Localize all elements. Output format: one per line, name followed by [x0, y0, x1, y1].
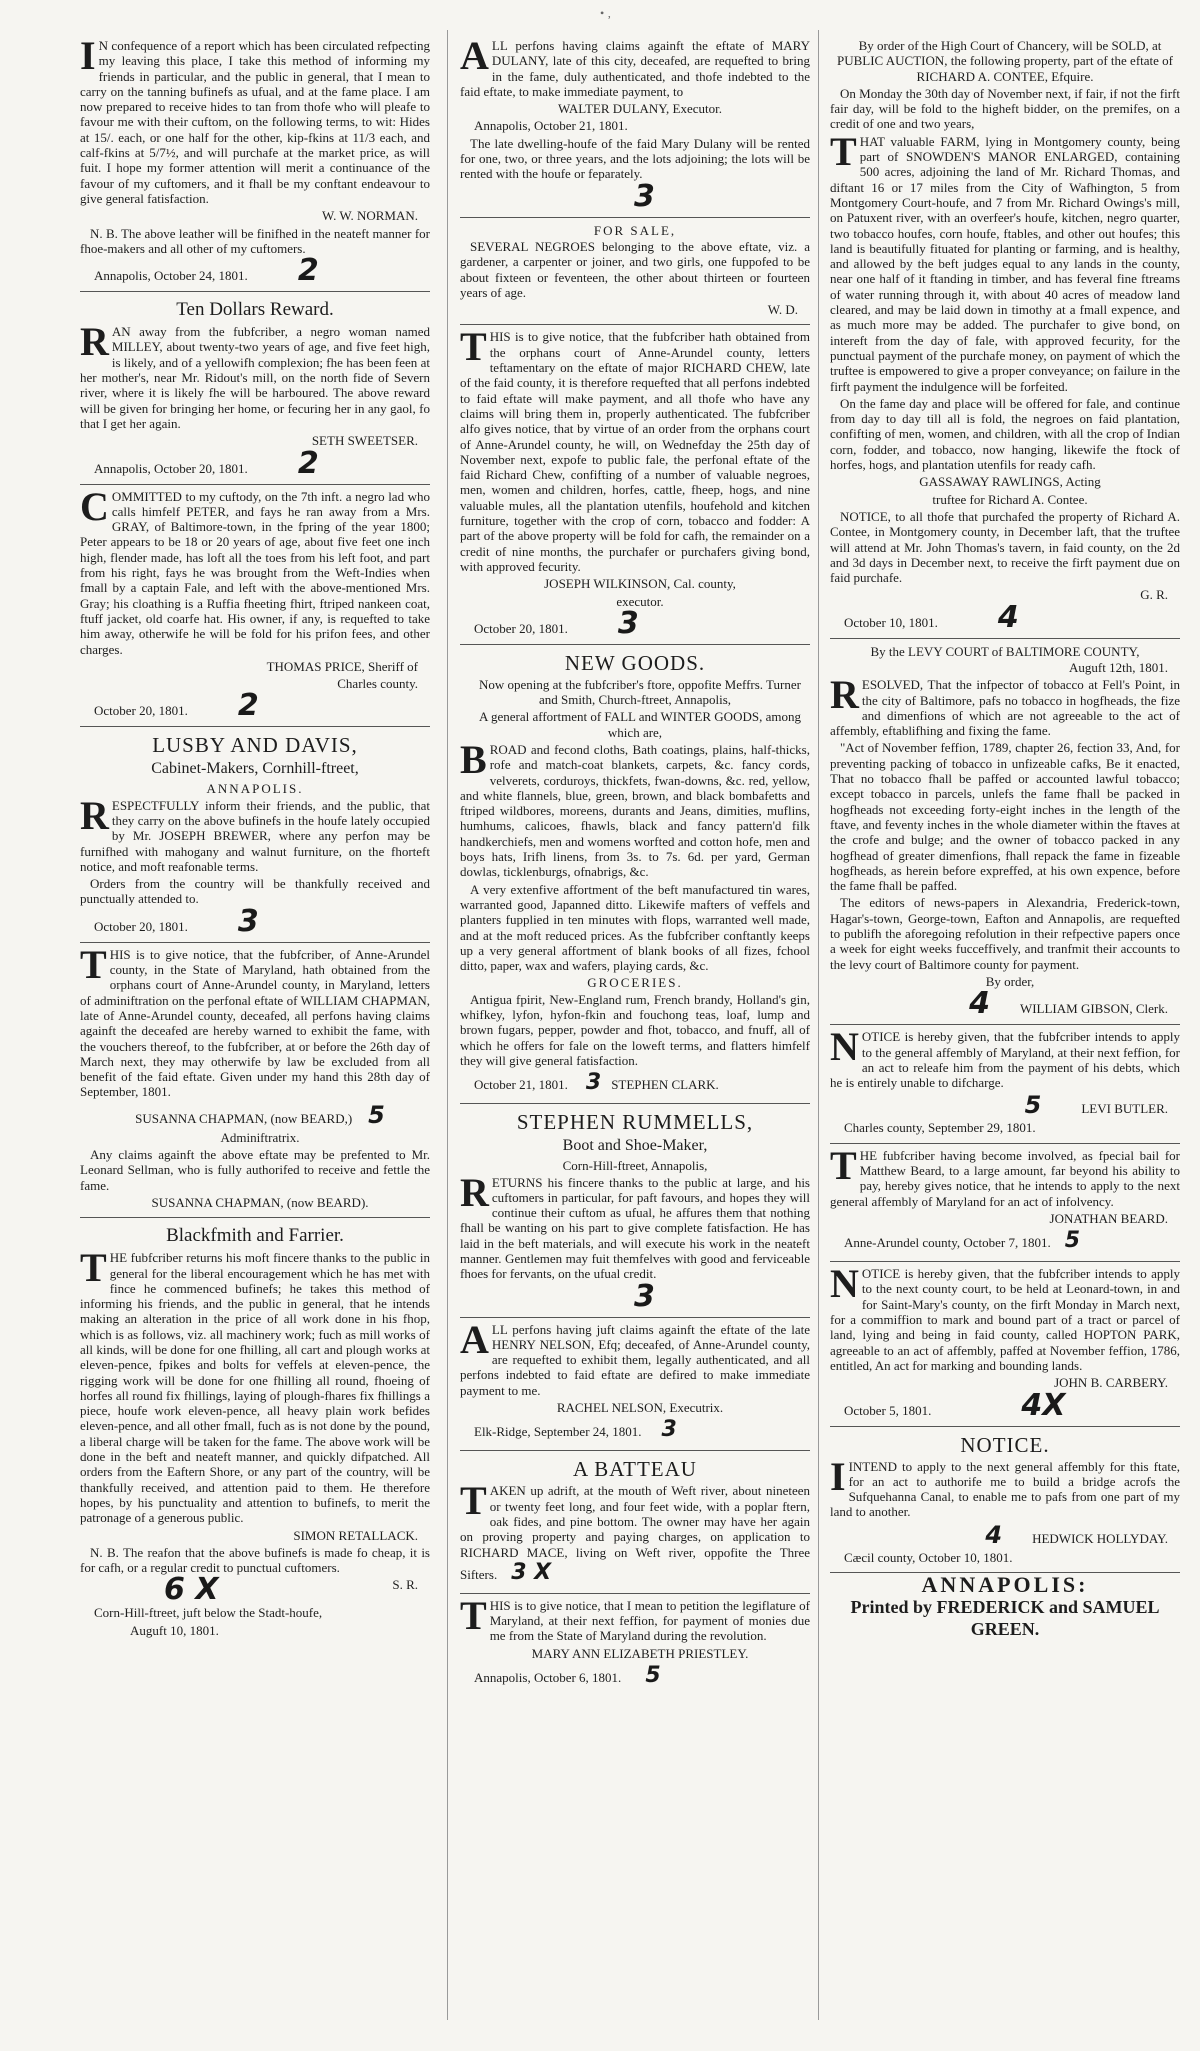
- advert-date: Annapolis, October 24, 1801.: [94, 268, 248, 284]
- advert-norman: I N confequence of a report which has been circulated refpecting my leaving this place, I take this method of informing my friends in particular, and the public in general, that I mean to carry on the tanning bufinefs as ufual, and at the fame place. I am now prepared to receive hides to tan from thofe who will pleafe to favour me with their cuftom, on the following terms, to wit: Hides at 15/. each, or one half for the other, kip-fkins at 11/3 each, and calf-fkins at 5/7½, and will purchafe at the market price, as will fuit. I hope my former attention will merit a continuance of the favour of my cuftomers, and it fhall be my conftant endeavour to give general fatisfaction. W. W. NORMAN. N. B. The above leather will be finifhed in the neateft manner for fhoe-makers and all other of my cuftomers. Annapolis, October 24, 1801. 2: [80, 34, 430, 292]
- advert-carbery: NOTICE is hereby given, that the fubfcriber intends to apply to the next county court, to be held at Leonard-town, in and for Saint-Mary's county, on the firft Monday in March next, for a commiffion to mark and bound part of a tract or parcel of land, lying and being in faid county, called HOPTON PARK, agreeable to an act of affembly, paffed at November feffion, 1786, entitled, An act for marking and bounding lands. JOHN B. CARBERY. October 5, 1801. 4X: [830, 1262, 1180, 1426]
- advert-body: OTICE is hereby given, that the fubfcriber intends to apply to the next county court, to be held at Leonard-town, in and for Saint-Mary's county, on the firft Monday in March next, for a commiffion to mark and bound part of a tract or parcel of land, lying and being in faid county, called HOPTON PARK, agreeable to an act of affembly, paffed at November feffion, 1786, entitled, An act for marking and bounding lands.: [830, 1266, 1180, 1373]
- handwritten-mark: 3: [585, 1070, 602, 1096]
- advert-address: Corn-Hill-ftreet, juft below the Stadt-houfe,: [94, 1605, 323, 1621]
- advert-title: LUSBY AND DAVIS,: [152, 733, 358, 758]
- advert-batteau: A BATTEAU TAKEN up adrift, at the mouth of Weft river, about nineteen or twenty feet long, and four feet wide, with a poplar ftern, oak fides, and pine bottom. The owner may have her again on proving property and paying charges, on application to RICHARD MACE, living on Weft river, oppofite the Three Sifters. 3 X: [460, 1451, 810, 1593]
- advert-body: ESPECTFULLY inform their friends, and the public, that they carry on the above bufinefs in the houfe lately occupied by Mr. JOSEPH BREWER, where any perfon may be furnifhed with mahogany and walnut furniture, on the fhorteft notice, and moft reafonable terms.: [80, 797, 430, 874]
- advert-intro: By order of the High Court of Chancery, will be SOLD, at PUBLIC AUCTION, the following property, part of the eftate of RICHARD A. CONTEE, Efquire.: [836, 38, 1173, 84]
- advert-body-3: The editors of news-papers in Alexandria, Frederick-town, Hagar's-town, George-town, Eafton and Annapolis, are requefted to publifh the aforegoing refolution in their refpective papers once a week for eight weeks fucceffively, and tranfmit their accounts to the levy court of Baltimore county for payment.: [830, 895, 1180, 972]
- advert-date: Charles county, September 29, 1801.: [844, 1120, 1036, 1136]
- advert-signature: THOMAS PRICE, Sheriff of: [266, 658, 418, 674]
- advert-body-2: On the fame day and place will be offered for fale, and continue from day to day till all is fold, the negroes on faid plantation, confifting of men, women, and children, with all the crop of Indian corn, fodder, and tobacco, now hanging, likewife the ftock of horfes, hogs, and plantation utenfils for ready cafh.: [830, 395, 1180, 473]
- advert-body: HIS is to give notice, that the fubfcriber hath obtained from the orphans court of Anne-Arundel county, letters teftamentary on the eftate of major RICHARD CHEW, late of the faid county, it is therefore requefted that all perfons indebted to faid eftate will make payment, and all thofe who have any claims will bring them in, properly authenticated. The fubfcriber alfo gives notice, that by virtue of an order from the orphans court of Anne-Arundel county, he will, on Wednefday the 25th day of November next, expofe to public fale, the perfonal eftate of the faid Richard Chew, confifting of a number of valuable negroes, men, women and children, horfes, cattle, fheep, hogs, and nine valuable mules, all the plantation utenfils, houfehold and kitchen furniture, together with the crop of corn, tobacco and fodder: A part of the above property will be fold for cafh, the remainder on a credit of nine months, the purchafer or purchafers giving bond, with approved fecurity.: [460, 329, 810, 574]
- advert-section-title: GROCERIES.: [587, 975, 683, 991]
- column-left: [80, 34, 430, 1645]
- advert-signature: JOSEPH WILKINSON, Cal. county,: [544, 576, 736, 592]
- advert-signature: WILLIAM GIBSON, Clerk.: [1019, 1001, 1168, 1017]
- handwritten-mark: 5: [1024, 1091, 1042, 1120]
- advert-signature: SETH SWEETSER.: [311, 433, 418, 449]
- handwritten-mark: 5: [1064, 1228, 1081, 1254]
- advert-body: OTICE is hereby given, that the fubfcriber intends to apply to the general affembly of Maryland, at their next feffion, for an act to releafe him from the payment of his debts, which he is entirely unable to difcharge.: [830, 1029, 1180, 1091]
- advert-body: AN away from the fubfcriber, a negro woman named MILLEY, about twenty-two years of age, and five feet high, is likely, and of a yellowifh complexion; fhe has been feen at her mother's, near Mr. Ridout's mill, on the north fide of Severn river, where it is likely fhe will be harboured. The above reward will be given for bringing her home, or fecuring her in any gaol, fo that I get her again.: [80, 324, 430, 431]
- handwritten-mark: 5: [645, 1663, 661, 1689]
- advert-signature-line2: truftee for Richard A. Contee.: [932, 491, 1088, 507]
- advert-nelson: ALL perfons having juft claims againft the eftate of the late HENRY NELSON, Efq; deceafed, of Anne-Arundel county, are requefted to exhibit them, legally authenticated, and all perfons indebted to faid eftate are defired to make immediate payment to me. RACHEL NELSON, Executrix. Elk-Ridge, September 24, 1801. 3: [460, 1318, 810, 1452]
- handwritten-mark: 4: [997, 599, 1019, 635]
- advert-date: October 20, 1801.: [474, 620, 568, 636]
- advert-signature: W. D.: [767, 302, 798, 318]
- advert-body: HIS is to give notice, that I mean to petition the legiflature of Maryland, at their next feffion, for payment of monies due me from the State of Maryland during the revolution.: [489, 1597, 810, 1644]
- advert-date: October 21, 1801.: [474, 1077, 568, 1093]
- advert-body-2: A very extenfive affortment of the beft manufactured tin wares, warranted good, Japanned ditto. Likewife mafters of veffels and planters fupplied in ten minutes with flops, warranted well made, and at the moft reduced prices. As the fubfcriber conftantly keeps up a very general affortment of blank books of all fizes, fchool ditto, paper, wax and wafers, playing cards, &c.: [460, 881, 810, 974]
- advert-signature: JONATHAN BEARD.: [1049, 1210, 1168, 1226]
- handwritten-mark: 6 X: [164, 1572, 219, 1608]
- advert-date: Anne-Arundel county, October 7, 1801.: [844, 1235, 1051, 1251]
- advert-body: LL perfons having claims againft the eftate of MARY DULANY, late of this city, deceafed, are requefted to bring in the fame, duly authenticated, and thofe indebted to the faid eftate, to make immediate payment, to: [460, 38, 810, 99]
- advert-lusby-davis: LUSBY AND DAVIS, Cabinet-Makers, Cornhill-ftreet, ANNAPOLIS. RESPECTFULLY inform their friends, and the public, that they carry on the above bufinefs in the houfe lately occupied by Mr. JOSEPH BREWER, where any perfon may be furnifhed with mahogany and walnut furniture, on the fhorteft notice, and moft reafonable terms. Orders from the country will be thankfully received and punctually attended to. October 20, 1801. 3: [80, 727, 430, 942]
- advert-body-2: The late dwelling-houfe of the faid Mary Dulany will be rented for one, two, or three years, and the lots adjoining; the lots will be rented with the houfe or feparately.: [460, 135, 810, 182]
- advert-date: Annapolis, October 6, 1801.: [474, 1670, 622, 1686]
- advert-signature: SIMON RETALLACK.: [293, 1527, 418, 1543]
- advert-date: Elk-Ridge, September 24, 1801.: [474, 1424, 642, 1440]
- advert-date: Annapolis, October 21, 1801.: [474, 118, 628, 134]
- advert-date: October 10, 1801.: [844, 614, 938, 630]
- handwritten-mark: 4: [969, 986, 990, 1022]
- advert-signature: STEPHEN CLARK.: [611, 1077, 719, 1093]
- handwritten-mark: 2: [297, 445, 319, 481]
- handwritten-mark: 3: [661, 1417, 677, 1443]
- handwritten-mark: 2: [237, 688, 259, 724]
- advert-priestley: THIS is to give notice, that I mean to petition the legiflature of Maryland, at their next feffion, for payment of monies due me from the State of Maryland during the revolution. MARY ANN ELIZABETH PRIESTLEY. Annapolis, October 6, 1801. 5: [460, 1592, 810, 1689]
- page-top-mark: • ‚: [600, 6, 612, 20]
- column-right: [830, 34, 1180, 1645]
- advert-signature: MARY ANN ELIZABETH PRIESTLEY.: [531, 1645, 749, 1661]
- advert-negroes-sale: [460, 218, 810, 326]
- advert-levy-court: By the LEVY COURT of BALTIMORE COUNTY, Auguft 12th, 1801. RESOLVED, That the infpector of tobacco at Fell's Point, in the city of Baltimore, pafs no tobacco in hogfheads, the fize and dimenfions of which are not agreeable to the act of affembly, eftablifhing and fixing the fame. "Act of November feffion, 1789, chapter 26, fection 33, And, for preventing packing of tobacco in unfizeable cafks, Be it enacted, That no tobacco fhall be paffed or accounted lawful tobacco; except tobacco in parcels, unlefs the fame fhall be packed in hogfheads not exceeding forty-eight inches in the length of the ftave, and feventy inches in the whole diameter within the ftaves at the crofe and bulge; and the owner of tobacco packed in any hogfhead of greater dimenfions, fhall repack the fame in fizeable hogfheads, as herein before expreffed, at his own expence, before the fame fhall be paffed. The editors of news-papers in Alexandria, Frederick-town, Hagar's-town, George-town, Eafton and Annapolis, are requefted to publifh the aforegoing refolution in their refpective papers once a week for eight weeks fucceffively, and tranfmit their accounts to the levy court of Baltimore county for payment. By order, 4 WILLIAM GIBSON, Clerk.: [830, 639, 1180, 1026]
- handwritten-mark: 3: [634, 1278, 655, 1314]
- advert-title: STEPHEN RUMMELLS,: [516, 1110, 754, 1135]
- advert-date: October 20, 1801.: [94, 703, 188, 719]
- advert-hollyday: NOTICE. IINTEND to apply to the next general affembly for this ftate, for an act to authorife me to build a bridge acrofs the Sufquehanna Canal, to enable me to pafs from one part of my land to another. 4 HEDWICK HOLLYDAY. Cæcil county, October 10, 1801.: [830, 1427, 1180, 1573]
- column-rule: [818, 30, 819, 2020]
- advert-signature: SUSANNA CHAPMAN, (now BEARD,): [135, 1110, 353, 1126]
- advert-signature-line2: Charles county.: [337, 676, 418, 692]
- imprint-block: [830, 1573, 1180, 1645]
- advert-title: NEW GOODS.: [564, 650, 706, 675]
- advert-place: ANNAPOLIS.: [206, 781, 304, 797]
- advert-body: AKEN up adrift, at the mouth of Weft river, about nineteen or twenty feet long, and four feet wide, with a poplar ftern, oak fides, and pine bottom. The owner may have her again on proving property and paying charges, on application to RICHARD MACE, living on Weft river, oppofite the Three Sifters.: [460, 1483, 810, 1582]
- handwritten-mark: 4: [985, 1520, 1003, 1549]
- advert-body: LL perfons having juft claims againft the eftate of the late HENRY NELSON, Efq; deceafed, of Anne-Arundel county, are requefted to exhibit them, legally authenticated, and all perfons indebted to faid eftate are defired to make immediate payment to me.: [460, 1321, 810, 1398]
- advert-signature: LEVI BUTLER.: [1081, 1101, 1168, 1117]
- advert-signature: W. W. NORMAN.: [322, 208, 418, 224]
- advert-signature-line2: Adminiftratrix.: [220, 1129, 300, 1145]
- advert-signature: HEDWICK HOLLYDAY.: [1032, 1530, 1168, 1546]
- advert-note-signature: S. R.: [392, 1577, 418, 1593]
- advert-body: N confequence of a report which has been circulated refpecting my leaving this place, I take this method of informing my friends in particular, and the public in general, that I mean to carry on the tanning bufinefs as ufual, and at the fame place. I am now prepared to receive hides to tan from thofe who will pleafe to favour me with their cuftom, on the following terms, to wit: Hides at 15/. each, or one half for the other, kip-fkins at 11/3 each, and calf-fkins at 5/7½, and will purchafe at the market price, as will fuit. I hope my former attention will merit a continuance of the favour of my cuftomers, and it fhall be my conftant endeavour to give general fatisfaction.: [80, 38, 430, 206]
- advert-intro: Now opening at the fubfcriber's ftore, oppofite Meffrs. Turner and Smith, Church-ftreet, Annapolis,: [479, 676, 801, 708]
- advert-body: SEVERAL NEGROES belonging to the above eftate, viz. a gardener, a carpenter or joiner, and two girls, one fuppofed to be about fixteen or feventeen, the other about thirteen or fourteen years of age.: [460, 238, 810, 300]
- column-middle: [460, 34, 810, 1696]
- imprint-printer: Printed by FREDERICK and SAMUEL GREEN.: [850, 1597, 1160, 1640]
- advert-initials: G. R.: [1140, 587, 1168, 603]
- advert-butler: NOTICE is hereby given, that the fubfcriber intends to apply to the general affembly of Maryland, at their next feffion, for an act to releafe him from the payment of his debts, which he is entirely unable to difcharge. 5 LEVI BUTLER. Charles county, September 29, 1801.: [830, 1025, 1180, 1143]
- advert-title: A BATTEAU: [573, 1457, 697, 1482]
- advert-intro-2: A general affortment of FALL and WINTER GOODS, among which are,: [479, 709, 801, 740]
- advert-body: HIS is to give notice, that the fubfcriber, of Anne-Arundel county, in the State of Maryland, hath obtained from the orphans court of Anne-Arundel county, in Maryland, letters of adminiftration on the perfonal eftate of WILLIAM CHAPMAN, late of Anne-Arundel county, deceafed, all perfons having claims againft the deceafed are hereby warned to exhibit the fame, with the vouchers thereof, to the fubfcriber, at or before the 26th day of March next, they may otherwife by law be excluded from all benefit of the faid eftate. Given under my hand this 28th day of September, 1801.: [80, 946, 430, 1100]
- advert-signature: RACHEL NELSON, Executrix.: [556, 1400, 724, 1416]
- advert-body: ESOLVED, That the infpector of tobacco at Fell's Point, in the city of Baltimore, pafs no tobacco in hogfheads, the fize and dimenfions of which are not agreeable to the act of affembly, eftablifhing and fixing the fame.: [830, 677, 1180, 739]
- advert-body-3: Antigua fpirit, New-England rum, French brandy, Holland's gin, whifkey, lyfon, hyfon-fkin and fouchong teas, loaf, lump and brown fugars, pepper, powder and fhot, tobacco, and fnuff, all of which he offers for fale on the loweft terms, and flatters himfelf they will give general fatisfaction.: [460, 991, 810, 1068]
- advert-committed: COMMITTED to my cuftody, on the 7th inft. a negro lad who calls himfelf PETER, and fays he ran away from a Mrs. GRAY, of Baltimore-town, in the fpring of the year 1800; Peter appears to be 18 or 20 years of age, about five feet one inch high, flender made, has loft all the toes from his left foot, and part from his right, fays he was brought from the Weft-Indies when fmall by a captain Fale, and left with the above-mentioned Mrs. Gray; his cloathing is a Ruffia fheeting fhirt, ftriped nankeen coat, ftuff jacket, old coarfe hat. His owner, if any, is requefted to take him away, otherwife he will be fold for his prifon fees, and other charges. THOMAS PRICE, Sheriff of Charles county. October 20, 1801. 2: [80, 485, 430, 728]
- advert-signature-line2: executor.: [616, 593, 664, 609]
- advert-signature-2: SUSANNA CHAPMAN, (now BEARD).: [151, 1194, 369, 1210]
- advert-title: By the LEVY COURT of BALTIMORE COUNTY,: [870, 643, 1140, 659]
- advert-blacksmith: Blackfmith and Farrier. THE fubfcriber returns his moft fincere thanks to the public in general for the liberal encouragement which he has met with fince he commenced bufinefs; he takes this method of informing his friends, and the public in general, that he intends making an alteration in the price of all work done in his fhop, which is as follows, viz. all machinery work; fuch as mill works of all kinds, will be done for one fhilling, all cart and plough works at eleven-pence, fpikes and bolts for veffels at eleven-pence, the rigging work will be done for one fhilling all round, fhoeing of horfes all round fix fhillings, laying of plough-fhares fix fhillings a piece, houfe work eleven-pence, all heavy plain work befides eleven-pence, and all other fmall, fuch as is not done by the pound, a liberal charge will be taken for the fame. The above work will be done in the beft and neateft manner, and quickly difpatched. All orders from the Eaftern Shore, or any part of the country, will be thankfully received, and attention paid to them. He therefore hopes, by his punctuality and attention to bufinefs, to merit the patronage of a generous public. SIMON RETALLACK. N. B. The reafon that the above bufinefs is made fo cheap, it is for cafh, or a regular credit to punctual cuftomers. 6 X S. R. Corn-Hill-ftreet, juft below the Stadt-houfe, Auguft 10, 1801.: [80, 1225, 430, 1638]
- advert-signature: GASSAWAY RAWLINGS, Acting: [919, 474, 1101, 490]
- advert-dulany: ALL perfons having claims againft the eftate of MARY DULANY, late of this city, deceafed, are requefted to bring in the fame, duly authenticated, and thofe indebted to the faid eftate, to make immediate payment, to WALTER DULANY, Executor. Annapolis, October 21, 1801. The late dwelling-houfe of the faid Mary Dulany will be rented for one, two, or three years, and the lots adjoining; the lots will be rented with the houfe or feparately. 3: [460, 34, 810, 218]
- advert-body-2: Orders from the country will be thankfully received and punctually attended to.: [80, 876, 430, 907]
- advert-signature: WALTER DULANY, Executor.: [558, 101, 722, 117]
- advert-title: FOR SALE,: [593, 222, 677, 238]
- column-rule: [447, 30, 448, 2020]
- advert-subtitle: Cabinet-Makers, Cornhill-ftreet,: [151, 760, 359, 778]
- advert-title: Blackfmith and Farrier.: [166, 1225, 344, 1247]
- advert-body: ROAD and fecond cloths, Bath coatings, plains, half-thicks, rofe and match-coat blankets, carpets, &c. fancy cords, velverets, corduroys, thickfets, fwan-downs, &c. red, yellow, and white flannels, blue, green, brown, and black bombafetts and ftriped wildbores, moreens, durants and Jeans, dimities, muflins, humhums, calicoes, fhawls, black and fancy pattern'd filk handkerchiefs, men and womens worfted and cotton hofe, men and boys hats, Irifh linens, from 3s. to 7s. 6d. per yard, German dowlas, ticklenburgs, ofnabrigs, &c.: [460, 741, 810, 880]
- handwritten-mark: 3: [634, 178, 655, 214]
- advert-date-head: Auguft 12th, 1801.: [1069, 659, 1168, 675]
- handwritten-mark: 5: [368, 1100, 385, 1129]
- handwritten-mark: 4X: [1021, 1387, 1066, 1423]
- advert-body: HAT valuable FARM, lying in Montgomery county, being part of SNOWDEN'S MANOR ENLARGED, containing 500 acres, adjoining the land of Mr. Richard Thomas, and diftant 16 or 17 miles from the City of Wafhington, 5 from Montgomery Court-houfe, and 7 from Mr. Richard Owings's mill, on Patuxent river, with an overfeer's houfe, kitchen, negro quarter, two tobacco houfes, corn houfe, ftables, and other out houfes; this land is beautifully fituated for planting or farming, and is healthy, and allowed by the beft judges equal to any lands in the county, near one half of it ftanding in timber, and has feveral fine ftreams of water running through it, with about 40 acres of meadow land cleared, and may be laid down in timothy at a fmall expence, and as much more may be added. The purchafer to give bond, on intereft from the day of fale, with approved fecurity, for the punctual payment of the purchafe money, on payment of which the truftee is empowered to give a proper conveyance; on failure in the firft payment the indulgence will be forfeited.: [830, 133, 1180, 394]
- advert-body: HE fubfcriber having become involved, as fpecial bail for Matthew Beard, to a large amount, far beyond his ability to pay, hereby gives notice, that he intends to apply to the next general affembly of Maryland for an act of infolvency.: [830, 1147, 1180, 1209]
- imprint-place: ANNAPOLIS:: [921, 1572, 1089, 1598]
- advert-chapman: THIS is to give notice, that the fubfcriber, of Anne-Arundel county, in the State of Maryland, hath obtained from the orphans court of Anne-Arundel county, in Maryland, letters of adminiftration on the perfonal eftate of WILLIAM CHAPMAN, late of Anne-Arundel county, deceafed, all perfons having claims againft the deceafed are hereby warned to exhibit the fame, with the vouchers thereof, to the fubfcriber, at or before the 26th day of March next, they may otherwife by law be excluded from all benefit of the faid eftate. Given under my hand this 28th day of September, 1801. SUSANNA CHAPMAN, (now BEARD,) 5 Adminiftratrix. Any claims againft the above eftate may be prefented to Mr. Leonard Sellman, who is fully authorifed to receive and fettle the fame. SUSANNA CHAPMAN, (now BEARD).: [80, 943, 430, 1218]
- advert-by-order: By order,: [985, 973, 1035, 989]
- advert-date: October 20, 1801.: [94, 918, 188, 934]
- advert-body: OMMITTED to my cuftody, on the 7th inft. a negro lad who calls himfelf PETER, and fays he ran away from a Mrs. GRAY, of Baltimore-town, in the fpring of the year 1800; Peter appears to be 18 or 20 years of age, about five feet one inch high, flender made, has loft all the toes from his left foot, and part from his right, fays he was brought from the Weft-Indies when fmall by a captain Fale, and left with the above-mentioned Mrs. Gray; his cloathing is a Ruffia fheeting fhirt, ftriped nankeen coat, ftuff jacket, old coarfe hat. His owner, if any, is requefted to take him away, otherwife he will be fold for his prifon fees, and other charges.: [80, 488, 430, 657]
- handwritten-mark: 3: [237, 903, 259, 939]
- advert-body: HE fubfcriber returns his moft fincere thanks to the public in general for the liberal encouragement which he has met with fince he commenced bufinefs; he takes this method of informing his friends, and the public in general, that he intends making an alteration in the price of all work done in his fhop, which is as follows, viz. all machinery work; fuch as mill works of all kinds, will be done for one fhilling, all cart and plough works at eleven-pence, fpikes and bolts for veffels at eleven-pence, the rigging work will be done for one fhilling all round, fhoeing of horfes all round fix fhillings, laying of plough-fhares fix fhillings a piece, houfe work eleven-pence, all heavy plain work befides eleven-pence, and all other fmall, fuch as is not done by the pound, a liberal charge will be taken for the fame. The above work will be done in the beft and neateft manner, and quickly difpatched. All orders from the Eaftern Shore, or any part of the country, will be thankfully received, and attention paid to them. He therefore hopes, by his punctuality and attention to bufinefs, to merit the patronage of a generous public.: [80, 1250, 430, 1526]
- advert-place: Corn-Hill-ftreet, Annapolis,: [562, 1158, 708, 1174]
- advert-new-goods: NEW GOODS. Now opening at the fubfcriber's ftore, oppofite Meffrs. Turner and Smith, Church-ftreet, Annapolis, A general affortment of FALL and WINTER GOODS, among which are, BROAD and fecond cloths, Bath coatings, plains, half-thicks, rofe and match-coat blankets, carpets, &c. fancy cords, velverets, corduroys, thickfets, fwan-downs, &c. red, yellow, and white flannels, blue, green, brown, and black bombafetts and ftriped wildbores, moreens, durants and Jeans, dimities, muflins, humhums, calicoes, fhawls, black and fancy pattern'd filk handkerchiefs, men and womens worfted and cotton hofe, men and boys hats, Irifh linens, from 3s. to 7s. 6d. per yard, German dowlas, ticklenburgs, ofnabrigs, &c. A very extenfive affortment of the beft manufactured tin wares, warranted good, Japanned ditto. Likewife mafters of veffels and planters fupplied in ten minutes with flops, warranted well made, and at the moft reduced prices. As the fubfcriber conftantly keeps up a very general affortment of blank books of all fizes, fchool ditto, paper, wax and wafers, playing cards, &c. GROCERIES. Antigua fpirit, New-England rum, French brandy, Holland's gin, whifkey, lyfon, hyfon-fkin and fouchong teas, loaf, lump and brown fugars, pepper, powder and fhot, tobacco, and fnuff, all of which he offers for fale on the loweft terms, and flatters himfelf they will give general fatisfaction. October 21, 1801. 3 STEPHEN CLARK.: [460, 645, 810, 1104]
- advert-body-2: "Act of November feffion, 1789, chapter 26, fection 33, And, for preventing packing of tobacco in unfizeable cafks, Be it enacted, That no tobacco fhall be paffed or accounted lawful tobacco; except tobacco in parcels, unlefs the fame fhall be packed in hogfheads not exceeding forty-eight inches in the length of the ftave, and feventy inches in the whole diameter within the ftaves at the crofe and bulge; and the owner of tobacco packed in any hogfhead of greater dimenfions, fhall repack the fame in fizeable hogfheads, as herein before expreffed, at his own expence, before the fame fhall be paffed.: [830, 740, 1180, 894]
- advert-beard: THE fubfcriber having become involved, as fpecial bail for Matthew Beard, to a large amount, far beyond his ability to pay, hereby gives notice, that he intends to apply to the next general affembly of Maryland for an act of infolvency. JONATHAN BEARD. Anne-Arundel county, October 7, 1801. 5: [830, 1144, 1180, 1262]
- advert-intro-2: On Monday the 30th day of November next, if fair, if not the firft fair day, will be fold to the higheft bidder, on the premifes, on a credit of one and two years,: [830, 85, 1180, 132]
- advert-body: INTEND to apply to the next general affembly for this ftate, for an act to authorife me to build a bridge acrofs the Sufquehanna Canal, to enable me to pafs from one part of my land to another.: [830, 1458, 1180, 1520]
- advert-subtitle: Boot and Shoe-Maker,: [562, 1137, 708, 1155]
- handwritten-mark: 3 X: [511, 1559, 552, 1585]
- advert-body: ETURNS his fincere thanks to the public at large, and his cuftomers in particular, for paft favours, and hopes they will continue their cuftom as ufual, he affures them that nothing fhall be wanting on his part to give complete fatisfaction. He has laid in the beft materials, and will execute his work in the neateft manner. Gentlemen may fuit themfelves with good and ferviceable fhoes for fervants, on the ufual credit.: [460, 1174, 810, 1282]
- advert-signature: JOHN B. CARBERY.: [1054, 1375, 1168, 1391]
- advert-contee-sale: By order of the High Court of Chancery, will be SOLD, at PUBLIC AUCTION, the following property, part of the eftate of RICHARD A. CONTEE, Efquire. On Monday the 30th day of November next, if fair, if not the firft fair day, will be fold to the higheft bidder, on the premifes, on a credit of one and two years, THAT valuable FARM, lying in Montgomery county, being part of SNOWDEN'S MANOR ENLARGED, containing 500 acres, adjoining the land of Mr. Richard Thomas, and diftant 16 or 17 miles from the City of Wafhington, 5 from Montgomery Court-houfe, and 7 from Mr. Richard Owings's mill, on Patuxent river, with an overfeer's houfe, kitchen, negro quarter, two tobacco houfes, corn houfe, ftables, and other out houfes; this land is beautifully fituated for planting or farming, and is healthy, and allowed by the beft judges equal to any lands in the county, near one half of it ftanding in timber, and has feveral fine ftreams of water running through it, with about 40 acres of meadow land cleared, and may be laid down in timothy at a fmall expence, and as much more may be added. The purchafer to give bond, on intereft from the day of fale, with approved fecurity, for the punctual payment of the purchafe money, on payment of which the truftee is empowered to give a proper conveyance; on failure in the firft payment the indulgence will be forfeited. On the fame day and place will be offered for fale, and continue from day to day till all is fold, the negroes on faid plantation, confifting of men, women, and children, with all the crop of Indian corn, fodder, and tobacco, now hanging, likewife the ftock of horfes, hogs, and plantation utenfils for ready cafh. GASSAWAY RAWLINGS, Acting truftee for Richard A. Contee. NOTICE, to all thofe that purchafed the property of Richard A. Contee, in Montgomery county, in December laft, that the truftee will attend at Mr. John Thomas's tavern, in faid county, on the 2d and 3d days in December next, to receive the firft payment due on faid purchafe. G. R. October 10, 1801. 4: [830, 34, 1180, 639]
- advert-title: Ten Dollars Reward.: [176, 299, 334, 321]
- advert-date: Cæcil county, October 10, 1801.: [844, 1549, 1013, 1565]
- advert-body-2: Any claims againft the above eftate may be prefented to Mr. Leonard Sellman, who is fully authorifed to receive and fettle the fame.: [80, 1147, 430, 1193]
- advert-date: Annapolis, October 20, 1801.: [94, 460, 248, 476]
- advert-rummells: STEPHEN RUMMELLS, Boot and Shoe-Maker, Corn-Hill-ftreet, Annapolis, RETURNS his fincere thanks to the public at large, and his cuftomers in particular, for paft favours, and hopes they will continue their cuftom as ufual, he affures them that nothing fhall be wanting on his part to give complete fatisfaction. He has laid in the beft materials, and will execute his work in the neateft manner. Gentlemen may fuit themfelves with good and ferviceable fhoes for fervants, on the ufual credit. 3: [460, 1104, 810, 1317]
- advert-body-3: NOTICE, to all thofe that purchafed the property of Richard A. Contee, in Montgomery county, in December laft, that the truftee will attend at Mr. John Thomas's tavern, in faid county, on the 2d and 3d days in December next, to receive the firft payment due on faid purchafe.: [830, 508, 1180, 586]
- handwritten-mark: 3: [617, 605, 639, 641]
- advert-chew: THIS is to give notice, that the fubfcriber hath obtained from the orphans court of Anne-Arundel county, letters teftamentary on the eftate of major RICHARD CHEW, late of the faid county, it is therefore requefted that all perfons indebted to faid eftate will make payment, and all thofe who have any claims will bring them in, properly authenticated. The fubfcriber alfo gives notice, that by virtue of an order from the orphans court of Anne-Arundel county, he will, on Wednefday the 25th day of November next, expofe to public fale, the perfonal eftate of the faid Richard Chew, confifting of a number of valuable negroes, men, women and children, horfes, cattle, fheep, hogs, and nine valuable mules, all the plantation utenfils, houfehold and kitchen furniture, together with the crop of corn, tobacco and fodder: A part of the above property will be fold for cafh, the remainder on a credit of nine months, the purchafer or purchafers giving bond, with approved fecurity. JOSEPH WILKINSON, Cal. county, executor. October 20, 1801. 3: [460, 325, 810, 644]
- handwritten-mark: 2: [297, 253, 319, 289]
- advert-date: October 5, 1801.: [844, 1402, 932, 1418]
- advert-reward: Ten Dollars Reward. RAN away from the fubfcriber, a negro woman named MILLEY, about twenty-two years of age, and five feet high, is likely, and of a yellowifh complexion; fhe has been feen at her mother's, near Mr. Ridout's mill, on the north fide of Severn river, where it is likely fhe will be harboured. The above reward will be given for bringing her home, or fecuring her in any gaol, fo that I get her again. SETH SWEETSER. Annapolis, October 20, 1801. 2: [80, 292, 430, 484]
- advert-title: NOTICE.: [960, 1432, 1050, 1457]
- advert-date: Auguft 10, 1801.: [130, 1622, 219, 1638]
- advert-note: N. B. The reafon that the above bufinefs is made fo cheap, it is for cafh, or a regular credit to punctual cuftomers.: [80, 1544, 430, 1576]
- advert-note: N. B. The above leather will be finifhed in the neateft manner for fhoe-makers and all other of my cuftomers.: [80, 225, 430, 256]
